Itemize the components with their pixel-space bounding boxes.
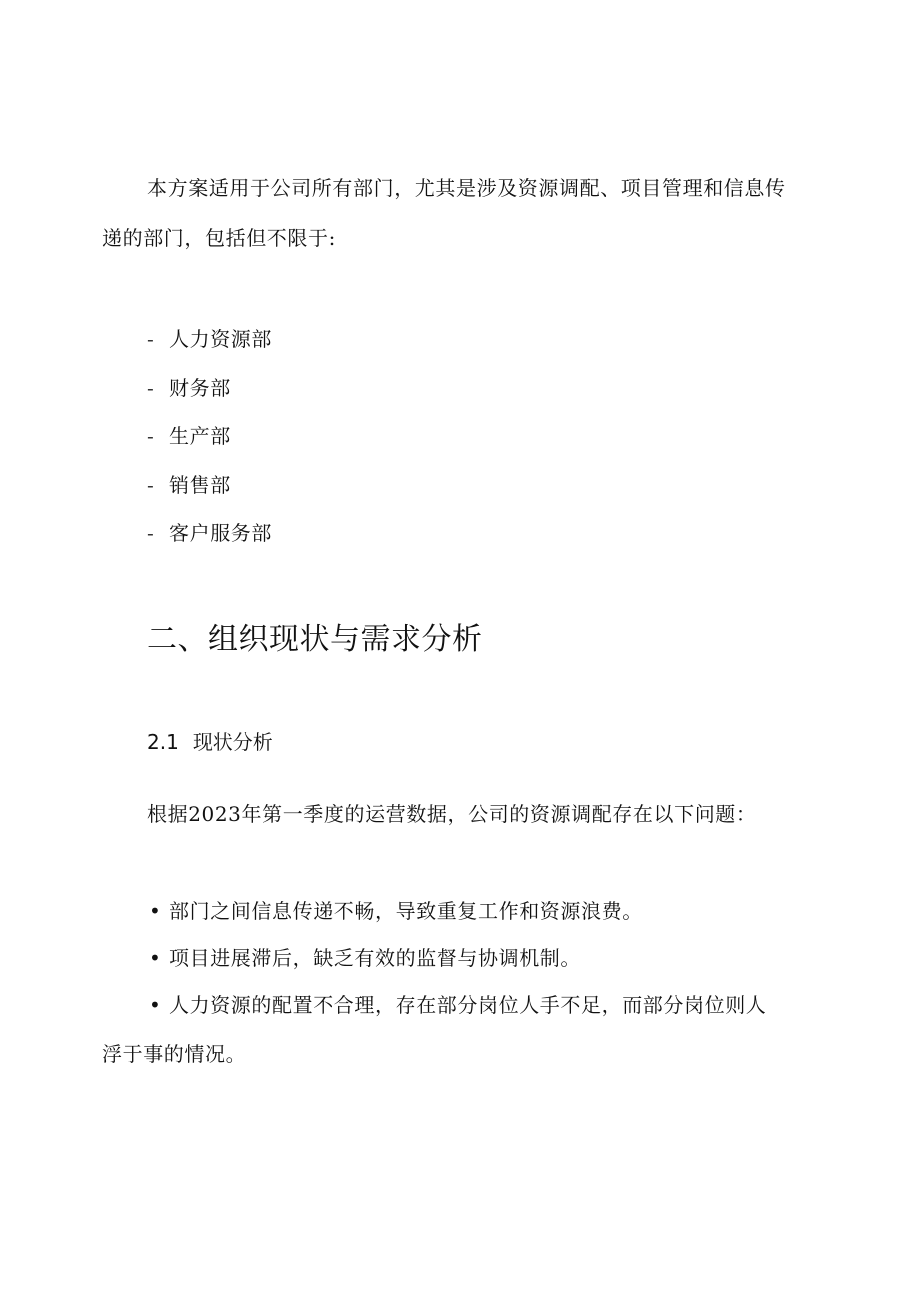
list-item	[147, 462, 272, 511]
dash-bullet: -	[147, 472, 155, 497]
list-item	[147, 365, 272, 414]
subsection-title: 现状分析	[192, 730, 273, 754]
intro-paragraph-line-2: 递的部门，包括但不限于:	[102, 226, 336, 250]
issue-text: 项目进展滞后，缺乏有效的监督与协调机制。	[169, 946, 581, 970]
department-list	[147, 316, 272, 559]
list-item	[147, 413, 272, 462]
dash-bullet: -	[147, 327, 155, 351]
dash-bullet: -	[147, 424, 155, 448]
list-item	[147, 510, 272, 559]
department-name: 销售部	[169, 472, 231, 497]
bullet-dot: •	[149, 946, 162, 970]
dash-bullet: -	[147, 375, 155, 400]
subsection-number: 2.1	[147, 730, 179, 754]
dash-bullet: -	[147, 521, 155, 545]
department-name: 人力资源部	[169, 327, 272, 351]
issue-text: 部门之间信息传递不畅，导致重复工作和资源浪费。	[169, 899, 643, 923]
department-name: 生产部	[169, 424, 231, 448]
intro-paragraph-line-1: 本方案适用于公司所有部门，尤其是涉及资源调配、项目管理和信息传	[147, 176, 786, 200]
issue-text: 人力资源的配置不合理，存在部分岗位人手不足，而部分岗位则人	[169, 993, 767, 1017]
analysis-paragraph: 根据2023年第一季度的运营数据，公司的资源调配存在以下问题：	[147, 802, 757, 826]
subsection-heading	[147, 719, 273, 765]
department-name: 客户服务部	[169, 521, 272, 545]
section-heading: 二、组织现状与需求分析	[147, 622, 483, 657]
issue-item	[149, 982, 766, 1028]
issue-item	[149, 888, 643, 934]
issue-item	[149, 935, 581, 981]
bullet-dot: •	[149, 899, 162, 923]
issue-text-continuation: 浮于事的情况。	[102, 1042, 247, 1066]
list-item	[147, 316, 272, 365]
bullet-dot: •	[149, 993, 162, 1017]
department-name: 财务部	[169, 375, 231, 400]
